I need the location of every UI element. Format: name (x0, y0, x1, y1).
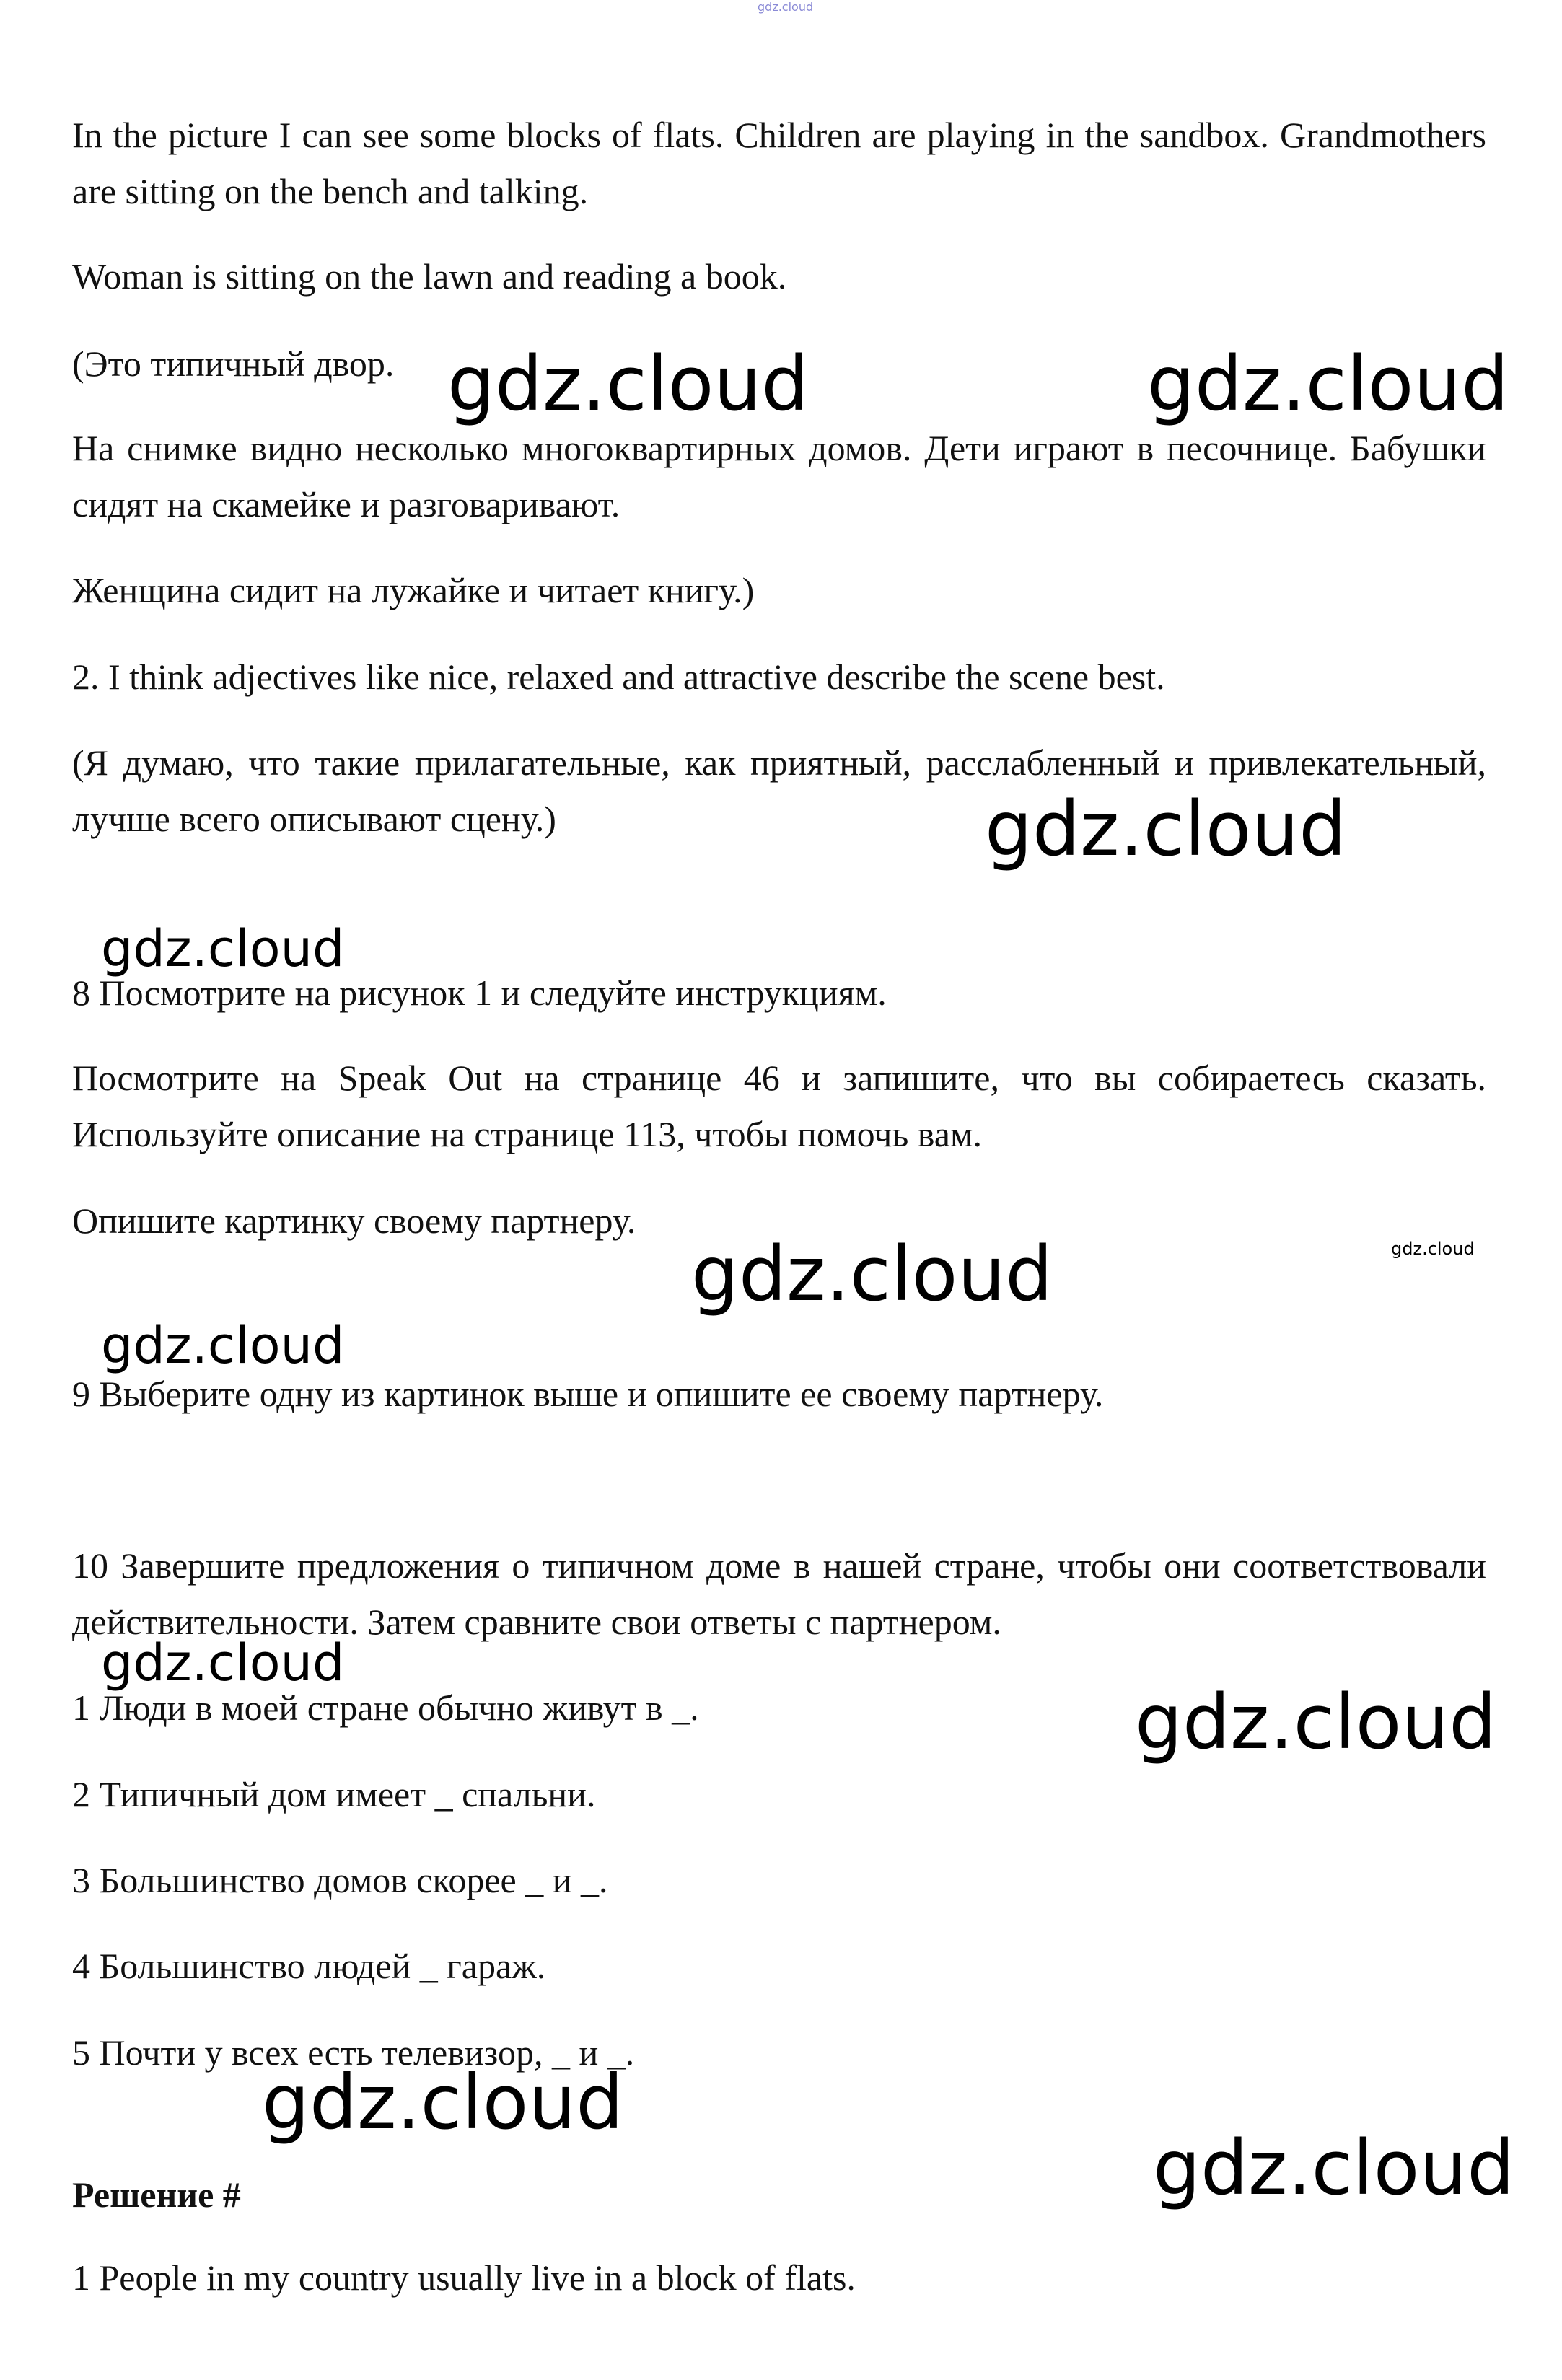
watermark-7: gdz.cloud (101, 1316, 345, 1375)
task-8-heading: 8 Посмотрите на рисунок 1 и следуйте инструкциям. (72, 972, 887, 1013)
task-10-item-1: 1 Люди в моей стране обычно живут в _. (72, 1687, 699, 1728)
solution-item-1: 1 People in my country usually live in a block of flats. (72, 2257, 856, 2298)
watermark-2: gdz.cloud (1147, 340, 1509, 428)
watermark-11: gdz.cloud (1153, 2124, 1515, 2212)
task-10-item-4: 4 Большинство людей _ гараж. (72, 1946, 546, 1986)
watermark-9: gdz.cloud (1135, 1678, 1497, 1766)
paragraph-translation-start: (Это типичный двор. (72, 343, 395, 384)
paragraph-woman-lawn: Woman is sitting on the lawn and reading a book. (72, 256, 787, 297)
task-10-item-5: 5 Почти у всех есть телевизор, _ и _. (72, 2032, 635, 2073)
watermark-10: gdz.cloud (262, 2058, 624, 2146)
task-8-instructions: Посмотрите на Speak Out на странице 46 и запишите, что вы собираетесь сказать. Используйте описание на странице 113, чтобы помочь вам. (72, 1058, 1486, 1154)
watermark-5: gdz.cloud (691, 1230, 1053, 1318)
paragraph-adjectives: 2. I think adjectives like nice, relaxed and attractive describe the scene best. (72, 657, 1165, 697)
paragraph-translation-flats: На снимке видно несколько многоквартирных домов. Дети играют в песочнице. Бабушки сидят на скамейке и разговаривают. (72, 428, 1486, 524)
task-10-heading: 10 Завершите предложения о типичном доме в нашей стране, чтобы они соответствовали действительности. Затем сравните свои ответы с партнером. (72, 1545, 1486, 1642)
paragraph-picture-description: In the picture I can see some blocks of flats. Children are playing in the sandbox. Grandmothers are sitting on the bench and talking. (72, 115, 1486, 211)
task-10-item-3: 3 Большинство домов скорее _ и _. (72, 1860, 608, 1900)
paragraph-adjectives-translation: (Я думаю, что такие прилагательные, как приятный, расслабленный и привлекательный, лучше всего описывают сцену.) (72, 742, 1486, 839)
task-9-heading: 9 Выберите одну из картинок выше и опишите ее своему партнеру. (72, 1374, 1104, 1414)
watermark-6: gdz.cloud (1391, 1239, 1475, 1259)
paragraph-translation-woman: Женщина сидит на лужайке и читает книгу.) (72, 570, 755, 610)
watermark-1: gdz.cloud (447, 340, 809, 428)
solution-heading: Решение # (72, 2174, 241, 2215)
watermark-8: gdz.cloud (101, 1633, 345, 1692)
watermark-top: gdz.cloud (758, 0, 814, 14)
watermark-4: gdz.cloud (101, 919, 345, 978)
watermark-3: gdz.cloud (985, 785, 1347, 873)
task-10-item-2: 2 Типичный дом имеет _ спальни. (72, 1774, 596, 1814)
task-8-describe: Опишите картинку своему партнеру. (72, 1200, 636, 1241)
